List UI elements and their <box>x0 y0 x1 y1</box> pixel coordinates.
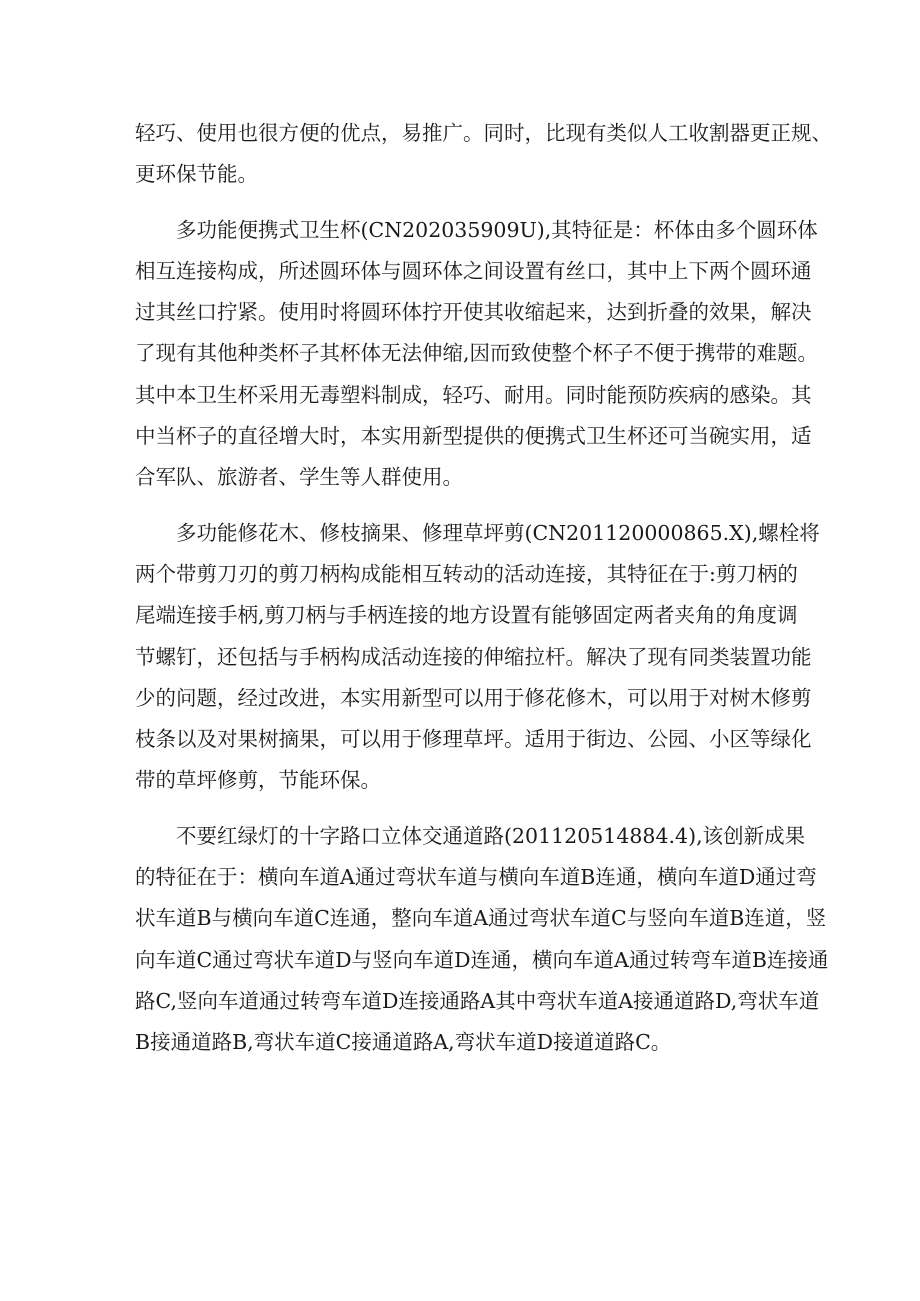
text-line: 多功能修花木、修枝摘果、修理草坪剪(CN201120000865.X),螺栓将 <box>176 520 820 545</box>
text-line: 节螺钉，还包括与手柄构成活动连接的伸缩拉杆。解决了现有同类装置功能 <box>135 644 812 669</box>
text-line: 轻巧、使用也很方便的优点，易推广。同时，比现有类似人工收割器更正规、 <box>135 121 832 145</box>
text-line: 过其丝口拧紧。使用时将圆环体拧开使其收缩起来，达到折叠的效果，解决 <box>135 300 812 325</box>
text-line: 状车道B与横向车道C连通，整向车道A通过弯状车道C与竖向车道B连道，竖 <box>135 906 827 931</box>
text-line: 多功能便携式卫生杯(CN202035909U),其特征是：杯体由多个圆环体 <box>176 217 818 242</box>
text-line: 合军队、旅游者、学生等人群使用。 <box>135 465 463 490</box>
text-line: 的特征在于：横向车道A通过弯状车道与横向车道B连通，横向车道D通过弯 <box>135 865 817 890</box>
text-line: 少的问题，经过改进，本实用新型可以用于修花修木，可以用于对树木修剪 <box>135 685 812 710</box>
text-line: 枝条以及对果树摘果，可以用于修理草坪。适用于街边、公园、小区等绿化 <box>135 727 812 752</box>
text-line: 相互连接构成，所述圆环体与圆环体之间设置有丝口，其中上下两个圆环通 <box>135 258 812 283</box>
paragraph-2 <box>135 210 819 499</box>
text-line: 路C,竖向车道通过转弯车道D连接通路A其中弯状车道A接通道路D,弯状车道 <box>135 988 820 1013</box>
text-line: 两个带剪刀刃的剪刀柄构成能相互转动的活动连接，其特征在于:剪刀柄的 <box>135 561 798 586</box>
text-line: 向车道C通过弯状车道D与竖向车道D连通，横向车道A通过转弯车道B连接通 <box>135 947 829 972</box>
text-line: 更环保节能。 <box>135 162 258 187</box>
paragraph-4 <box>135 816 829 1064</box>
text-line: 中当杯子的直径增大时，本实用新型提供的便携式卫生杯还可当碗实用，适 <box>135 424 812 449</box>
text-line: 了现有其他种类杯子其杯体无法伸缩,因而致使整个杯子不便于携带的难题。 <box>135 341 819 366</box>
paragraph-3 <box>135 513 820 802</box>
text-line: 尾端连接手柄,剪刀柄与手柄连接的地方设置有能够固定两者夹角的角度调 <box>135 603 798 628</box>
text-line: 带的草坪修剪，节能环保。 <box>135 768 381 793</box>
text-line: 不要红绿灯的十字路口立体交通道路(201120514884.4),该创新成果 <box>176 823 806 848</box>
text-line: 其中本卫生杯采用无毒塑料制成，轻巧、耐用。同时能预防疾病的感染。其 <box>135 382 812 407</box>
text-line: B接通道路B,弯状车道C接通道路A,弯状车道D接道道路C。 <box>135 1030 672 1055</box>
document-body <box>135 113 832 1064</box>
paragraph-1 <box>135 113 832 196</box>
